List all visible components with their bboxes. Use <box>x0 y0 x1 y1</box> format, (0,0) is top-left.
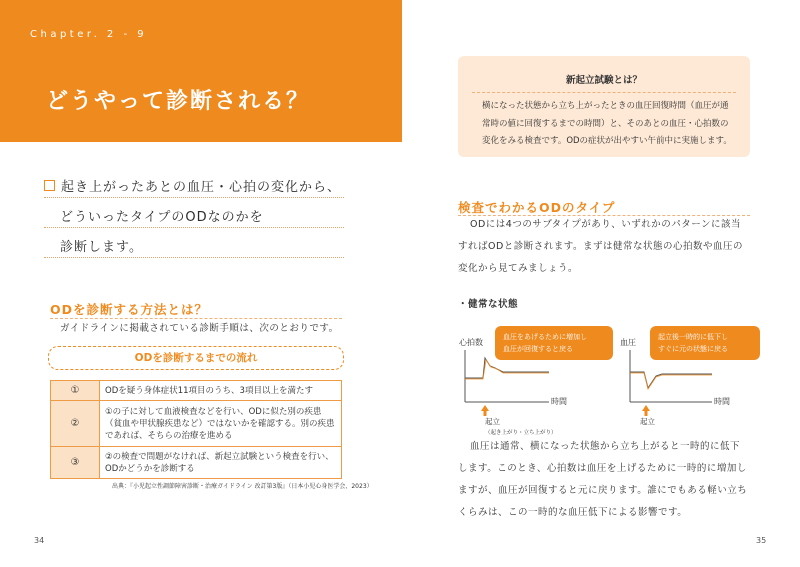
lead-line-3: 診断します。 <box>60 240 143 255</box>
checkbox-icon <box>44 180 55 191</box>
hr-line <box>465 358 549 378</box>
hr-xlabel: 時間 <box>551 397 567 406</box>
hr-marker-label: 起立 <box>485 417 500 426</box>
page-number-right: 35 <box>756 536 767 545</box>
dotted-divider <box>44 197 344 198</box>
info-box-text: 横になった状態から立ち上がったときの血圧回復時間（血圧が通常時の値に回復するまでの時間）と、そのあとの血圧・心拍数の変化をみる検査です。ODの症状が出やすい午前中に実施します。 <box>482 101 732 146</box>
step-text: ①の子に対して血液検査などを行い、ODに似た別の疾患（貧血や甲状腺疾患など）ではないかを確認する。別の疾患であれば、そちらの治療を進める <box>100 401 342 447</box>
hr-ylabel: 心拍数 <box>459 338 483 347</box>
table-row <box>51 401 342 447</box>
table-row <box>51 447 342 479</box>
step-number: ③ <box>51 447 100 479</box>
section-lines: ODには4つのサブタイプがあり、いずれかのパターンに該当 <box>470 219 742 230</box>
bp-arrow-stem <box>645 410 648 416</box>
section-title-diagnosis: ODを診断する方法とは？ <box>50 302 209 317</box>
steps-table <box>50 380 342 479</box>
hr-marker-note: （起き上がり・立ち上がり） <box>485 430 557 436</box>
hr-callout: 血圧をあげるために増加し 血圧が回復すると戻る <box>495 326 613 360</box>
info-box <box>458 56 750 157</box>
bp-marker-label: 起立 <box>640 417 655 426</box>
section-text: ガイドラインに掲載されている診断手順は、次のとおりです。 <box>60 323 339 334</box>
step-number: ① <box>51 381 100 401</box>
info-box-rule <box>472 92 736 93</box>
dotted-divider <box>44 227 344 228</box>
source-citation: 出典：『小児起立性調節障害診断・治療ガイドライン 改訂第3版』（日本小児心身医学会、2023） <box>112 483 373 490</box>
subheading-healthy: ・健常な状態 <box>458 299 519 310</box>
bp-callout: 起立後一時的に低下し すぐに元の状態に戻る <box>650 326 760 360</box>
lead-line-2: どういったタイプのODなのかを <box>60 210 264 225</box>
hr-arrow-stem <box>484 410 487 416</box>
section-lines-cont: すればODと診断されます。まずは健常な状態の心拍数や血圧の 変化から見てみましょう。 <box>458 241 744 274</box>
dotted-divider <box>44 257 344 258</box>
step-text: ODを疑う身体症状11項目のうち、3項目以上を満たす <box>100 381 342 401</box>
lead-line-1: 起き上がったあとの血圧・心拍の変化から、 <box>44 176 344 195</box>
page-number-left: 34 <box>34 536 45 545</box>
chapter-header-band <box>0 0 402 142</box>
bp-line <box>630 372 712 388</box>
bp-line-accent <box>630 373 712 389</box>
table-row <box>51 381 342 401</box>
step-text: ②の検査で問題がなければ、新起立試験という検査を行い、ODかどうかを診断する <box>100 447 342 479</box>
body-line-1: 血圧は通常、横になった状態から立ち上がると一時的に低下 <box>470 441 741 452</box>
bp-ylabel: 血圧 <box>620 338 636 347</box>
info-box-title: 新起立試験とは？ <box>565 75 642 86</box>
chapter-label: Chapter. 2 - 9 <box>30 29 148 40</box>
body-lines-rest: します。このとき、心拍数は血圧を上げるために一時的に増加し ますが、血圧が回復すると元に戻ります。誰にでもある軽い立ち くらみは、この一時的な血圧低下による影響です。 <box>458 463 748 518</box>
flow-label: ODを診断するまでの流れ <box>48 346 344 370</box>
hr-line-accent <box>465 360 549 379</box>
page-title: どうやって診断される？ <box>46 89 311 114</box>
step-number: ② <box>51 401 100 447</box>
bp-xlabel: 時間 <box>714 397 730 406</box>
section-title-types: 検査でわかるODのタイプ <box>458 200 616 215</box>
